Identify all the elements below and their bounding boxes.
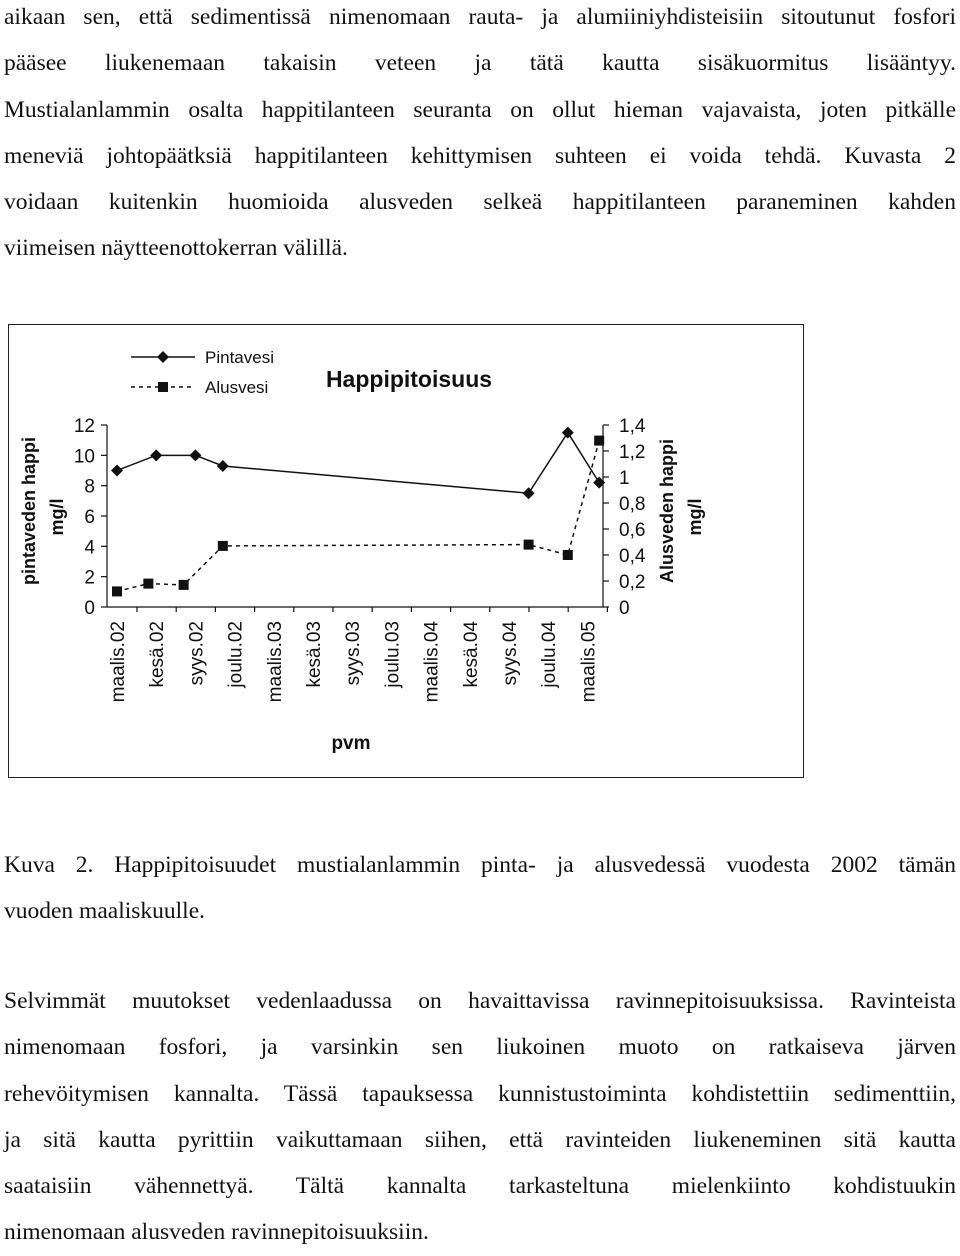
x-axis-label: pvm [331, 733, 371, 754]
data-point-alusvesi [143, 579, 153, 589]
oxygen-chart [9, 325, 805, 779]
para-1-line: meneviä johtopäätksiä happitilanteen kehittymisen suhteen ei voida tehdä. Kuvasta 2 [4, 142, 956, 169]
right-axis-label [657, 439, 705, 583]
para-2-line: rehevöitymisen kannalta. Tässä tapauksessa kunnistustoiminta kohdistettiin sedimenttiin, [4, 1080, 956, 1107]
left-tick-label: 4 [84, 537, 95, 559]
x-tick-label: syys.02 [186, 621, 208, 686]
right-tick-label: 1,4 [619, 416, 646, 437]
left-axis-label-line: mg/l [47, 498, 67, 536]
right-tick-label: 0,6 [619, 520, 646, 541]
left-tick-label: 2 [84, 567, 95, 589]
x-tick-label: maalis.03 [264, 621, 286, 703]
left-axis-ticks [74, 416, 107, 619]
series-layer [111, 427, 605, 597]
x-axis-ticks [108, 607, 607, 702]
right-tick-label: 0,8 [619, 494, 646, 515]
caption-line: vuoden maaliskuulle. [4, 898, 206, 925]
x-tick-label: kesä.04 [460, 621, 482, 688]
right-tick-label: 0,4 [619, 546, 646, 567]
chart-title: Happipitoisuus [325, 366, 493, 392]
body-paragraph-2 [4, 978, 956, 1256]
para-1-line: voidaan kuitenkin huomioida alusveden selkeä happitilanteen paraneminen kahden [4, 189, 956, 216]
chart-frame [8, 324, 804, 778]
x-tick-label: maalis.02 [108, 621, 129, 703]
para-2-line: saataisiin vähennettyä. Tältä kannalta tarkasteltuna mielenkiinto kohdistuukin [4, 1173, 956, 1200]
chart-legend [131, 348, 274, 397]
para-1-line: Mustialanlammin osalta happitilanteen seuranta on ollut hieman vajavaista, joten pitkälle [4, 96, 956, 123]
left-tick-label: 8 [84, 476, 95, 498]
series-line-alusvesi [117, 441, 599, 592]
x-tick-label: maalis.05 [578, 621, 600, 703]
left-axis-label [19, 437, 67, 585]
x-tick-label: joulu.02 [225, 621, 247, 688]
data-point-alusvesi [179, 580, 189, 590]
figure-caption [4, 842, 956, 935]
data-point-alusvesi [563, 550, 573, 560]
x-tick-label: syys.03 [343, 621, 365, 686]
left-tick-label: 0 [84, 598, 95, 619]
left-tick-label: 12 [73, 416, 95, 437]
left-tick-label: 10 [73, 446, 95, 468]
x-tick-label: maalis.04 [421, 621, 443, 703]
legend-marker-alusvesi [158, 382, 168, 392]
x-tick-label: joulu.04 [539, 621, 561, 688]
para-1-line: pääsee liukenemaan takaisin veteen ja tätä kautta sisäkuormitus lisääntyy. [4, 50, 956, 77]
data-point-pintavesi [111, 465, 123, 477]
data-point-pintavesi [217, 460, 229, 472]
data-point-pintavesi [523, 487, 535, 499]
right-tick-label: 0 [619, 598, 630, 619]
right-tick-label: 0,2 [619, 572, 646, 593]
data-point-pintavesi [189, 449, 201, 461]
para-2-line: Selvimmät muutokset vedenlaadussa on havaittavissa ravinnepitoisuuksissa. Ravinteista [4, 988, 956, 1014]
data-point-alusvesi [524, 540, 534, 550]
para-2-line: nimenomaan alusveden ravinnepitoisuuksiin. [4, 1219, 429, 1246]
x-tick-label: kesä.02 [147, 621, 169, 688]
data-point-alusvesi [594, 436, 604, 446]
x-tick-label: syys.04 [500, 621, 521, 686]
data-point-pintavesi [150, 449, 162, 461]
series-line-pintavesi [117, 433, 599, 494]
caption-line: Kuva 2. Happipitoisuudet mustialanlammin pinta- ja alusvedessä vuodesta 2002 tämän [4, 852, 956, 878]
para-2-line: nimenomaan fosfori, ja varsinkin sen liukoinen muoto on ratkaiseva järven [4, 1034, 956, 1061]
left-axis-label-line: pintaveden happi [19, 436, 39, 586]
x-tick-label: kesä.03 [304, 621, 325, 688]
chart-axes [107, 425, 603, 607]
data-point-pintavesi [562, 427, 574, 439]
para-1-line: aikaan sen, että sedimentissä nimenomaan rauta- ja alumiiniyhdisteisiin sitoutunut fosfori [4, 4, 956, 30]
right-axis-ticks [603, 416, 646, 619]
data-point-alusvesi [112, 586, 122, 596]
legend-marker-pintavesi [157, 351, 169, 363]
right-axis-label-line: Alusveden happi [657, 438, 677, 584]
left-tick-label: 6 [84, 507, 95, 528]
right-axis-label-line: mg/l [685, 498, 705, 536]
legend-label-alusvesi: Alusvesi [205, 378, 269, 397]
legend-label-pintavesi: Pintavesi [205, 348, 274, 367]
data-point-alusvesi [218, 541, 228, 551]
right-tick-label: 1,2 [619, 442, 646, 463]
right-tick-label: 1 [619, 468, 630, 489]
para-2-line: ja sitä kautta pyrittiin vaikuttamaan siihen, että ravinteiden liukeneminen sitä kautta [4, 1126, 956, 1153]
para-1-line: viimeisen näytteenottokerran välillä. [4, 235, 348, 262]
x-tick-label: joulu.03 [382, 621, 404, 688]
body-paragraph-1 [4, 0, 956, 272]
